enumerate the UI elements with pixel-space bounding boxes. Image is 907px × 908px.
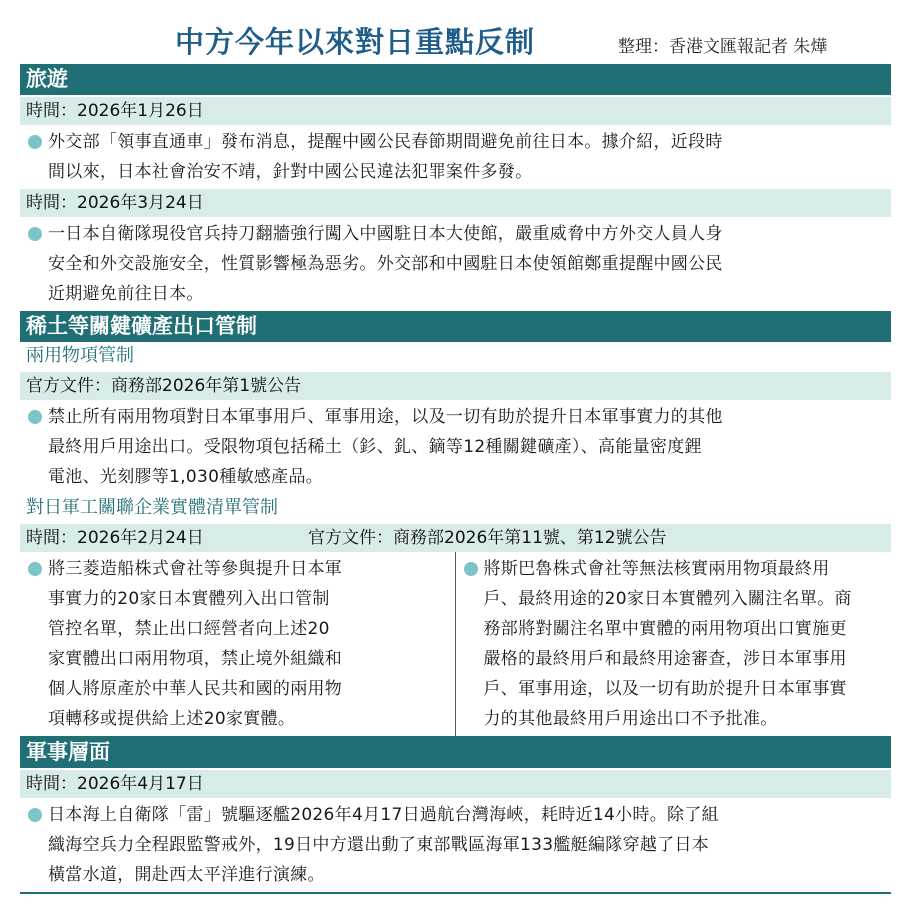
date-label: 時間：2026年4月17日 bbox=[20, 770, 891, 798]
text-line: 間以來，日本社會治安不靖，針對中國公民違法犯罪案件多發。 bbox=[48, 162, 533, 182]
date-label: 時間：2026年2月24日 bbox=[26, 528, 204, 548]
text-line: 電池、光刻膠等1,030種敏感產品。 bbox=[48, 467, 324, 487]
text-line: 日本海上自衛隊「雷」號驅逐艦2026年4月17日過航台灣海峽，耗時近14小時。除了組 bbox=[48, 805, 719, 825]
text-line: 織海空兵力全程跟監警戒外，19日中方還出動了東部戰區海軍133艦艇編隊穿越了日本 bbox=[48, 835, 710, 855]
page-title: 中方今年以來對日重點反制 bbox=[175, 25, 536, 59]
text-line: 戶、軍事用途，以及一切有助於提升日本軍事實 bbox=[483, 679, 847, 699]
text-line: 將斯巴魯株式會社等無法核實兩用物項最終用 bbox=[483, 559, 830, 579]
section-heading-military: 軍事層面 bbox=[20, 737, 891, 768]
text-line: 一日本自衛隊現役官兵持刀翻牆強行闖入中國駐日本大使館，嚴重威脅中方外交人員人身 bbox=[48, 224, 723, 244]
text-line: 事實力的20家日本實體列入出口管制 bbox=[48, 589, 330, 609]
subheading-entity-list: 對日軍工關聯企業實體清單管制 bbox=[26, 497, 278, 518]
bullet-dot-icon bbox=[28, 410, 42, 424]
bullet-dot-icon bbox=[28, 808, 42, 822]
paragraph bbox=[20, 800, 891, 890]
text-line: 戶、最終用途的20家日本實體列入關注名單。商 bbox=[483, 589, 852, 609]
text-line: 家實體出口兩用物項，禁止境外組織和 bbox=[48, 649, 343, 669]
document-label: 官方文件：商務部2026年第11號、第12號公告 bbox=[308, 528, 667, 548]
paragraph bbox=[456, 554, 892, 734]
paragraph bbox=[20, 402, 891, 492]
section-heading-tourism: 旅遊 bbox=[20, 64, 891, 95]
text-line: 將三菱造船株式會社等參與提升日本軍 bbox=[48, 559, 343, 579]
bullet-dot-icon bbox=[464, 562, 478, 576]
document-label: 官方文件：商務部2026年第1號公告 bbox=[20, 372, 891, 400]
text-line: 近期避免前往日本。 bbox=[48, 284, 204, 304]
text-line: 個人將原產於中華人民共和國的兩用物 bbox=[48, 679, 343, 699]
text-line: 最終用戶用途出口。受限物項包括稀土（釤、釓、鏑等12種關鍵礦產）、高能量密度鋰 bbox=[48, 437, 702, 457]
date-label: 時間：2026年3月24日 bbox=[20, 189, 891, 217]
subheading-dual-use: 兩用物項管制 bbox=[26, 345, 134, 366]
header bbox=[20, 0, 891, 64]
bullet-dot-icon bbox=[28, 135, 42, 149]
text-line: 項轉移或提供給上述20家實體。 bbox=[48, 709, 296, 729]
date-label: 時間：2026年1月26日 bbox=[20, 97, 891, 125]
text-line: 嚴格的最終用戶和最終用途審查，涉日本軍事用 bbox=[483, 649, 847, 669]
entity-list-meta bbox=[20, 524, 891, 552]
text-line: 禁止所有兩用物項對日本軍事用戶、軍事用途，以及一切有助於提升日本軍事實力的其他 bbox=[48, 407, 723, 427]
text-line: 力的其他最終用戶用途出口不予批准。 bbox=[483, 709, 778, 729]
right-column bbox=[456, 552, 892, 736]
text-line: 安全和外交設施安全，性質影響極為惡劣。外交部和中國駐日本使領館鄭重提醒中國公民 bbox=[48, 254, 723, 274]
infographic bbox=[20, 0, 891, 894]
paragraph bbox=[20, 127, 891, 187]
text-line: 橫當水道，開赴西太平洋進行演練。 bbox=[48, 865, 325, 885]
bullet-dot-icon bbox=[28, 227, 42, 241]
paragraph bbox=[20, 554, 455, 734]
text-line: 外交部「領事直通車」發布消息，提醒中國公民春節期間避免前往日本。據介紹，近段時 bbox=[48, 132, 723, 152]
bottom-divider bbox=[20, 892, 891, 894]
text-line: 務部將對關注名單中實體的兩用物項出口實施更 bbox=[483, 619, 847, 639]
bullet-dot-icon bbox=[28, 562, 42, 576]
two-column-block bbox=[20, 552, 891, 737]
paragraph bbox=[20, 219, 891, 309]
credit-line: 整理：香港文匯報記者 朱燁 bbox=[618, 37, 828, 57]
text-line: 管控名單，禁止出口經營者向上述20 bbox=[48, 619, 330, 639]
section-heading-minerals: 稀土等關鍵礦產出口管制 bbox=[20, 311, 891, 342]
left-column bbox=[20, 552, 456, 736]
